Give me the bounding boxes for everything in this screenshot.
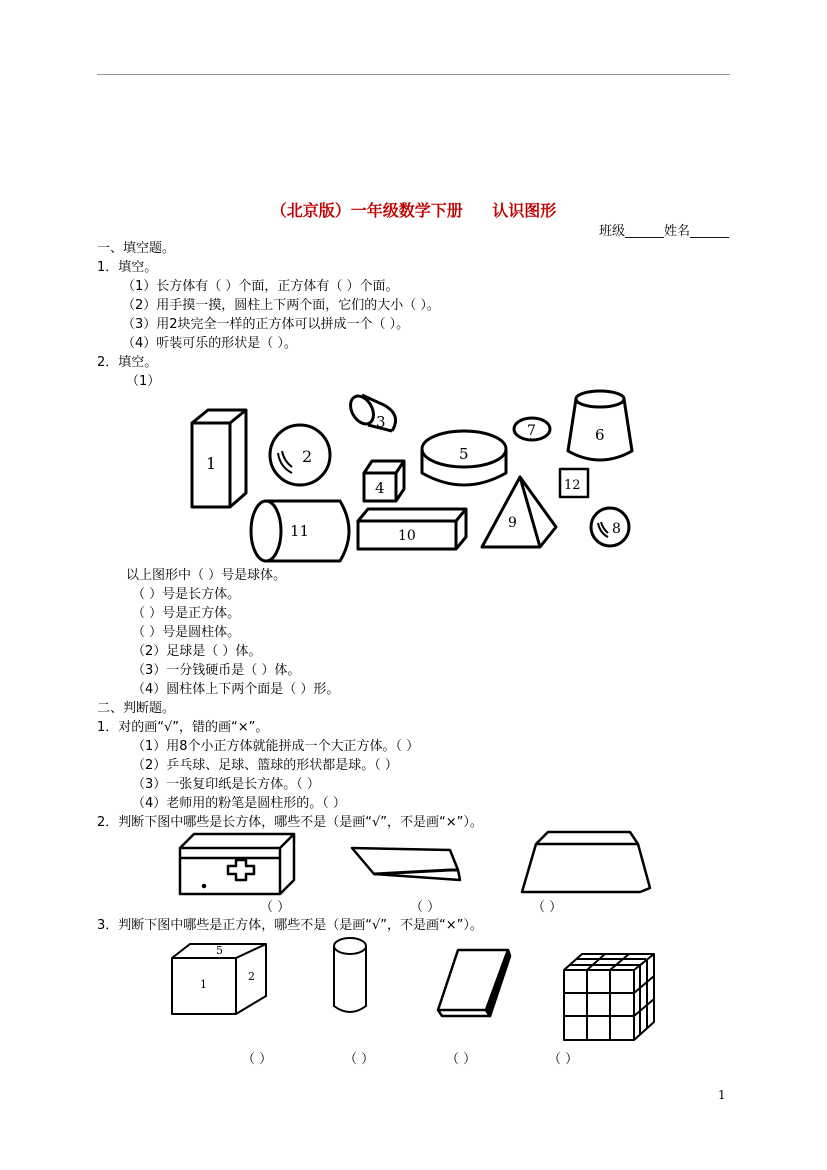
judge-q3-blank-4[interactable]: （ ） xyxy=(548,1052,579,1067)
q2-sub1: （1） xyxy=(126,374,161,389)
q1-item-3: （3）用2块完全一样的正方体可以拼成一个（ ）。 xyxy=(122,317,410,332)
cube-face-label-2: 2 xyxy=(248,970,255,983)
shape-9-pyramid xyxy=(482,477,556,547)
q1-label: 1．填空。 xyxy=(97,260,158,275)
judge-q3-label: 3．判断下图中哪些是正方体，哪些不是（是画“√”，不是画“×”）。 xyxy=(97,918,483,933)
after-figure-1: 以上图形中（ ）号是球体。 xyxy=(126,568,287,583)
q1-item-2: （2）用手摸一摸，圆柱上下两个面，它们的大小（ ）。 xyxy=(122,298,440,313)
judge-q1-label: 1．对的画“√”，错的画“×”。 xyxy=(97,720,269,735)
page-number: 1 xyxy=(718,1088,726,1102)
class-name-line: 班级______姓名______ xyxy=(598,224,729,239)
after-figure-3: （ ）号是正方体。 xyxy=(132,606,241,621)
judge-q1-item-1: （1）用8个小正方体就能拼成一个大正方体。（ ） xyxy=(132,739,420,754)
judge-q1-item-3: （3）一张复印纸是长方体。（ ） xyxy=(132,777,320,792)
shape-label-12: 12 xyxy=(564,478,581,493)
q1-item-1: （1）长方体有（ ）个面，正方体有（ ）个面。 xyxy=(122,279,399,294)
shape-label-2: 2 xyxy=(302,447,313,466)
after-figure-4: （ ）号是圆柱体。 xyxy=(132,625,241,640)
document-title xyxy=(0,198,827,221)
judge-q2-label: 2．判断下图中哪些是长方体，哪些不是（是画“√”，不是画“×”）。 xyxy=(97,815,483,830)
shape-label-1: 1 xyxy=(206,454,217,473)
judge-q2-blank-3[interactable]: （ ） xyxy=(532,900,563,915)
cube-face-label-5: 5 xyxy=(216,944,223,957)
shape-1-cuboid xyxy=(192,410,246,507)
shape-label-5: 5 xyxy=(459,445,469,463)
labeled-cube xyxy=(170,940,270,1016)
section2-heading: 二、判断题。 xyxy=(97,701,176,716)
shape-3-cylinder xyxy=(346,392,378,428)
shape-label-4: 4 xyxy=(375,479,385,497)
shape-8-sphere xyxy=(591,508,629,546)
wedge-shape xyxy=(350,846,462,884)
shape-label-11: 11 xyxy=(290,522,310,540)
q1-item-4: （4）听装可乐的形状是（ ）。 xyxy=(122,336,297,351)
judge-q1-item-2: （2）乒乓球、足球、篮球的形状都是球。（ ） xyxy=(132,758,398,773)
title-topic: 认识图形 xyxy=(492,201,557,220)
shape-label-10: 10 xyxy=(398,528,416,544)
first-aid-box xyxy=(176,832,298,896)
after-figure-6: （3）一分钱硬币是（ ）体。 xyxy=(132,663,301,678)
after-figure-5: （2）足球是（ ）体。 xyxy=(132,644,262,659)
upright-cylinder xyxy=(330,936,370,1016)
shape-label-6: 6 xyxy=(595,426,605,444)
header-rule xyxy=(97,74,730,75)
cube-face-label-1: 1 xyxy=(200,978,207,991)
section1-heading: 一、填空题。 xyxy=(97,241,176,256)
shape-label-9: 9 xyxy=(508,515,517,531)
trapezoid-prism xyxy=(518,830,654,896)
shape-label-3: 3 xyxy=(376,413,386,431)
judge-q3-blank-3[interactable]: （ ） xyxy=(446,1052,477,1067)
rubiks-cube xyxy=(562,952,656,1042)
flat-slab xyxy=(436,946,512,1018)
title-main: （北京版）一年级数学下册 xyxy=(270,201,463,220)
judge-q3-blank-2[interactable]: （ ） xyxy=(344,1052,375,1067)
shape-label-7: 7 xyxy=(527,423,536,439)
shape-11-cylinder xyxy=(251,501,281,561)
judge-q3-blank-1[interactable]: （ ） xyxy=(242,1052,273,1067)
q2-label: 2．填空。 xyxy=(97,355,158,370)
judge-q2-blank-2[interactable]: （ ） xyxy=(410,900,441,915)
shape-6-frustum xyxy=(576,391,624,407)
after-figure-7: （4）圆柱体上下两个面是（ ）形。 xyxy=(132,682,340,697)
judge-q2-blank-1[interactable]: （ ） xyxy=(260,900,291,915)
judge-q1-item-4: （4）老师用的粉笔是圆柱形的。（ ） xyxy=(132,796,346,811)
shape-label-8: 8 xyxy=(612,521,621,537)
after-figure-2: （ ）号是长方体。 xyxy=(132,587,241,602)
solids-figure xyxy=(180,385,640,565)
